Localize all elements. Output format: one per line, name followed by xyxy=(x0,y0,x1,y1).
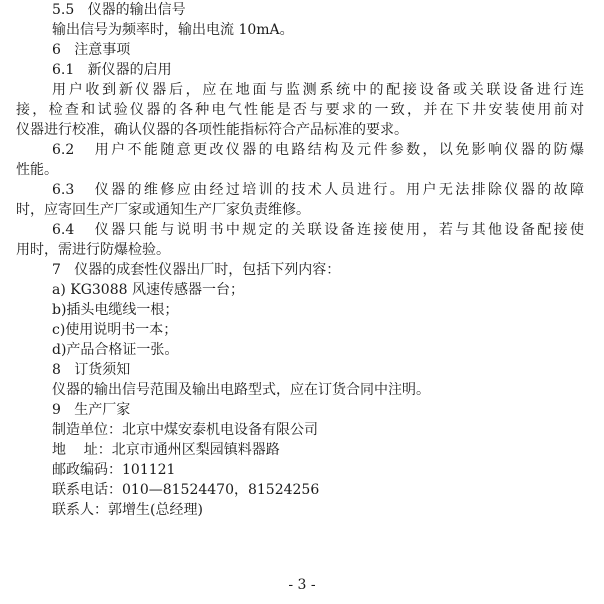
section-heading-9: 9 生产厂家 xyxy=(52,402,131,418)
paragraph-line: 仪器进行校准，确认仪器的各项性能指标符合产品标准的要求。 xyxy=(16,122,408,138)
paragraph-line: 输出信号为频率时，输出电流 10mA。 xyxy=(52,22,294,38)
section-heading-7: 7 仪器的成套性仪器出厂时，包括下列内容： xyxy=(52,262,341,278)
paragraph-line: 接，检查和试验仪器的各种电气性能是否与要求的一致，并在下井安装使用前对 xyxy=(16,102,584,118)
manufacturer-address: 地 址：北京市通州区梨园镇料器路 xyxy=(52,442,280,458)
section-heading-6-1: 6.1 新仪器的启用 xyxy=(52,62,172,78)
paragraph-line-6-4: 6.4 仪器只能与说明书中规定的关联设备连接使用，若与其他设备配接使 xyxy=(52,222,584,238)
contact-phone: 联系电话：010—81524470，81524256 xyxy=(52,482,320,498)
paragraph-line: 仪器的输出信号范围及输出电路型式，应在订货合同中注明。 xyxy=(52,382,430,398)
paragraph-line: 用时，需进行防爆检验。 xyxy=(16,242,170,258)
manufacturer-name: 制造单位：北京中煤安泰机电设备有限公司 xyxy=(52,422,318,438)
list-item: a) KG3088 风速传感器一台； xyxy=(52,282,244,298)
list-item: d)产品合格证一张。 xyxy=(52,342,179,358)
paragraph-line: 性能。 xyxy=(16,162,58,178)
section-heading-8: 8 订货须知 xyxy=(52,362,131,378)
paragraph-line-6-2: 6.2 用户不能随意更改仪器的电路结构及元件参数，以免影响仪器的防爆 xyxy=(52,142,584,158)
paragraph-line: 用户收到新仪器后，应在地面与监测系统中的配接设备或关联设备进行连 xyxy=(52,82,584,98)
section-heading-5-5: 5.5 仪器的输出信号 xyxy=(52,2,186,18)
paragraph-line: 时，应寄回生产厂家或通知生产厂家负责维修。 xyxy=(16,202,310,218)
paragraph-line-6-3: 6.3 仪器的维修应由经过培训的技术人员进行。用户无法排除仪器的故障 xyxy=(52,182,584,198)
list-item: c)使用说明书一本； xyxy=(52,322,178,338)
page-number: - 3 - xyxy=(288,577,316,593)
list-item: b)插头电缆线一根； xyxy=(52,302,179,318)
contact-person: 联系人：郭增生(总经理) xyxy=(52,502,203,518)
section-heading-6: 6 注意事项 xyxy=(52,42,131,58)
postal-code: 邮政编码：101121 xyxy=(52,462,176,478)
